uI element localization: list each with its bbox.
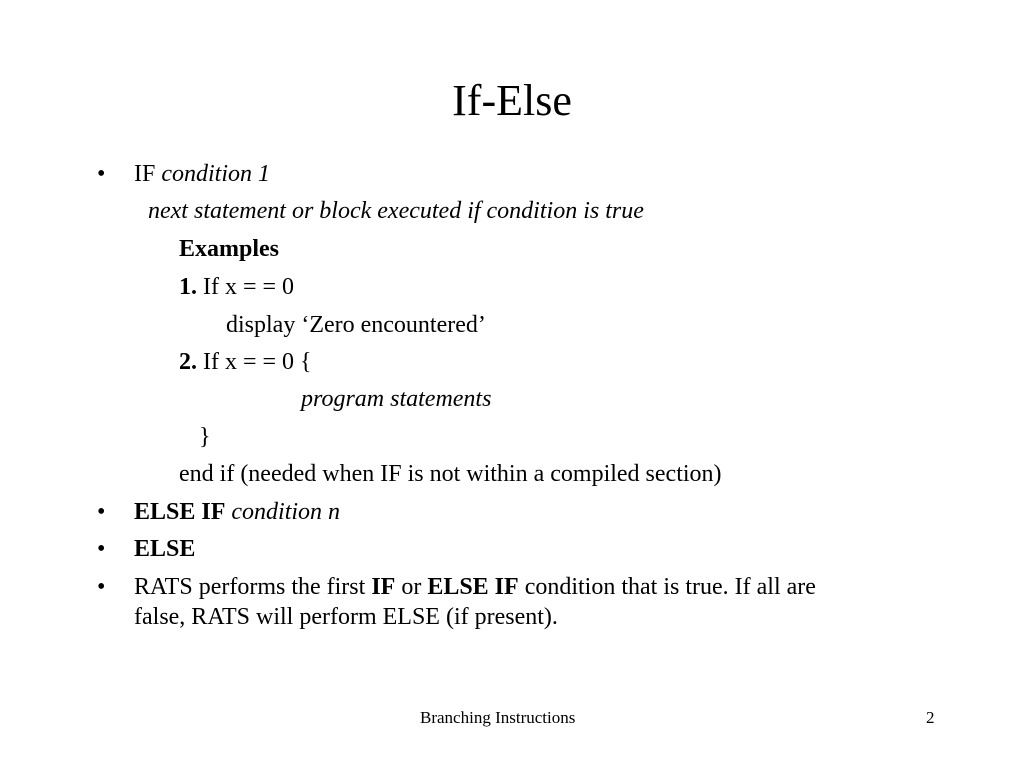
rats-keyword-else-if: ELSE IF (427, 574, 519, 600)
if-line (134, 159, 270, 189)
if-condition: condition 1 (161, 161, 270, 187)
example-2-close-brace: } (199, 424, 211, 450)
example-1 (179, 272, 294, 302)
rats-text-3: condition that is true. If all are (524, 574, 816, 600)
examples-heading: Examples (179, 236, 280, 262)
rats-text-1: RATS performs the first (134, 574, 366, 600)
example-2 (179, 347, 312, 377)
else-if-keyword: ELSE IF (134, 499, 226, 525)
else-keyword: ELSE (134, 536, 196, 562)
footer-title: Branching Instructions (420, 708, 576, 727)
page-number: 2 (926, 708, 935, 727)
example-2-number: 2. (179, 349, 197, 375)
example-1-number: 1. (179, 274, 197, 300)
example-2-code: If x = = 0 { (203, 349, 312, 375)
example-1-body: display ‘Zero encountered’ (226, 312, 486, 338)
if-keyword: IF (134, 161, 156, 187)
example-2-body: program statements (301, 386, 492, 412)
rats-text-2: or (401, 574, 422, 600)
else-if-condition: condition n (231, 499, 341, 525)
rats-summary-line-1 (134, 572, 816, 602)
rats-summary-line-2: false, RATS will perform ELSE (if present). (134, 604, 558, 630)
slide-title: If-Else (452, 76, 572, 125)
example-1-code: If x = = 0 (203, 274, 295, 300)
if-description: next statement or block executed if condition is true (148, 198, 644, 224)
bullet-2: • (97, 499, 106, 525)
else-if-line (134, 497, 340, 527)
bullet-1: • (97, 161, 106, 187)
bullet-4: • (97, 574, 106, 600)
bullet-3: • (97, 536, 106, 562)
rats-keyword-if: IF (371, 574, 396, 600)
end-if-note: end if (needed when IF is not within a compiled section) (179, 461, 722, 487)
